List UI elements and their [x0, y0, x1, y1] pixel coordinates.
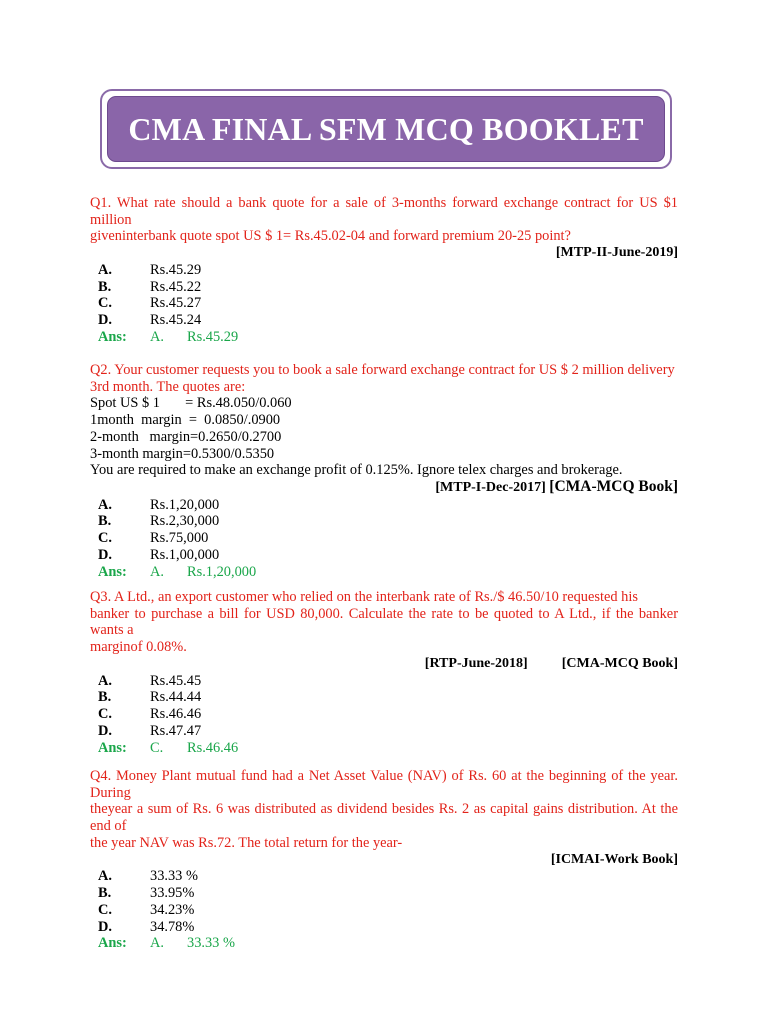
option-value: Rs.1,00,000 — [150, 547, 220, 564]
answer-letter: A. — [150, 563, 164, 580]
answer-row — [90, 740, 678, 757]
question-text-line: 3rd month. The quotes are: — [90, 378, 246, 395]
option-value: 33.33 % — [150, 868, 198, 885]
answer-value: 33.33 % — [187, 935, 235, 952]
quote-line: 3-month margin=0.5300/0.5350 — [90, 445, 275, 462]
option-letter: B. — [98, 689, 112, 706]
answer-row — [90, 564, 678, 581]
option-row — [90, 530, 678, 547]
answer-label: Ans: — [98, 739, 127, 756]
option-value: Rs.47.47 — [150, 722, 202, 739]
source-tag: [RTP-June-2018] — [424, 655, 528, 671]
option-value: Rs.45.45 — [150, 672, 202, 689]
question-text-line: Q4. Money Plant mutual fund had a Net Asset Value (NAV) of Rs. 60 at the beginning of the year. During — [90, 768, 678, 801]
question-text-line: Q1. What rate should a bank quote for a sale of 3-months forward exchange contract for US $1 million — [90, 195, 678, 228]
option-letter: C. — [98, 901, 112, 918]
option-row — [90, 312, 678, 329]
option-value: Rs.75,000 — [150, 530, 209, 547]
source-tag: [MTP-II-June-2019] — [555, 245, 678, 261]
option-value: 34.23% — [150, 901, 195, 918]
option-row — [90, 673, 678, 690]
quote-line: Spot US $ 1 = Rs.48.050/0.060 — [90, 395, 292, 412]
question-text-line: giveninterbank quote spot US $ 1= Rs.45.02-04 and forward premium 20-25 point? — [90, 228, 571, 245]
option-letter: A. — [98, 496, 112, 513]
answer-value: Rs.45.29 — [187, 329, 239, 345]
question-text-line: Q2. Your customer requests you to book a sale forward exchange contract for US $ 2 million delivery — [90, 362, 675, 378]
option-value: 34.78% — [150, 918, 195, 935]
source-tag-secondary: [CMA-MCQ Book] — [549, 477, 678, 495]
option-row — [90, 723, 678, 740]
option-value: 33.95% — [150, 885, 195, 902]
question-text-line: the year NAV was Rs.72. The total return for the year- — [90, 834, 403, 851]
question-block-4 — [90, 768, 678, 952]
question-text-line: marginof 0.08%. — [90, 639, 187, 656]
answer-letter: A. — [150, 935, 164, 952]
question-source — [90, 656, 678, 673]
option-row — [90, 885, 678, 902]
option-letter: A. — [98, 261, 112, 278]
option-value: Rs.2,30,000 — [150, 513, 220, 530]
option-row — [90, 902, 678, 919]
question-text-line: theyear a sum of Rs. 6 was distributed as dividend besides Rs. 2 as capital gains distribution. At the end of — [90, 801, 678, 835]
option-letter: D. — [98, 547, 112, 564]
option-row — [90, 497, 678, 514]
option-letter: B. — [98, 885, 112, 902]
option-letter: C. — [98, 706, 112, 723]
option-letter: D. — [98, 722, 112, 739]
option-row — [90, 919, 678, 936]
question-text-line: Q3. A Ltd., an export customer who relied on the interbank rate of Rs./$ 46.50/10 requested his — [90, 589, 638, 605]
option-value: Rs.46.46 — [150, 706, 202, 723]
option-row — [90, 295, 678, 312]
option-row — [90, 547, 678, 564]
question-text-line: banker to purchase a bill for USD 80,000. Calculate the rate to be quoted to A Ltd., if the banker wants a — [90, 605, 678, 639]
option-value: Rs.45.29 — [150, 261, 202, 278]
answer-letter: C. — [150, 739, 164, 756]
answer-value: Rs.46.46 — [187, 739, 239, 756]
page-title: CMA FINAL SFM MCQ BOOKLET — [128, 110, 644, 147]
title-banner — [100, 89, 672, 169]
source-tag-secondary: [CMA-MCQ Book] — [561, 655, 678, 671]
question-source — [90, 245, 678, 262]
option-value: Rs.45.27 — [150, 295, 202, 312]
source-tag: [ICMAI-Work Book] — [550, 851, 678, 867]
answer-row — [90, 935, 678, 952]
option-row — [90, 689, 678, 706]
answer-label: Ans: — [98, 935, 127, 952]
option-letter: C. — [98, 295, 112, 312]
title-banner-fill — [107, 96, 665, 162]
question-source — [90, 852, 678, 869]
option-row — [90, 706, 678, 723]
option-letter: D. — [98, 312, 112, 329]
option-letter: B. — [98, 278, 112, 295]
option-value: Rs.45.22 — [150, 278, 202, 295]
answer-label: Ans: — [98, 329, 127, 345]
option-row — [90, 868, 678, 885]
option-row — [90, 513, 678, 530]
source-tag: [MTP-I-Dec-2017] — [435, 479, 546, 495]
answer-row — [90, 329, 678, 346]
question-block-1 — [90, 195, 678, 346]
option-letter: C. — [98, 530, 112, 547]
option-letter: A. — [98, 672, 112, 689]
option-value: Rs.44.44 — [150, 689, 202, 706]
option-letter: B. — [98, 513, 112, 530]
option-value: Rs.45.24 — [150, 312, 202, 329]
answer-label: Ans: — [98, 563, 127, 580]
quote-line: 2-month margin=0.2650/0.2700 — [90, 428, 282, 445]
question-block-2 — [90, 362, 678, 581]
option-letter: D. — [98, 918, 112, 935]
option-row — [90, 262, 678, 279]
option-value: Rs.1,20,000 — [150, 496, 220, 513]
instruction-line: You are required to make an exchange profit of 0.125%. Ignore telex charges and brokerage. — [90, 462, 623, 479]
answer-letter: A. — [150, 329, 164, 345]
question-source — [90, 479, 678, 497]
answer-value: Rs.1,20,000 — [187, 563, 257, 580]
quote-line: 1month margin = 0.0850/.0900 — [90, 412, 281, 429]
question-block-3 — [90, 589, 678, 757]
option-row — [90, 279, 678, 296]
option-letter: A. — [98, 868, 112, 885]
